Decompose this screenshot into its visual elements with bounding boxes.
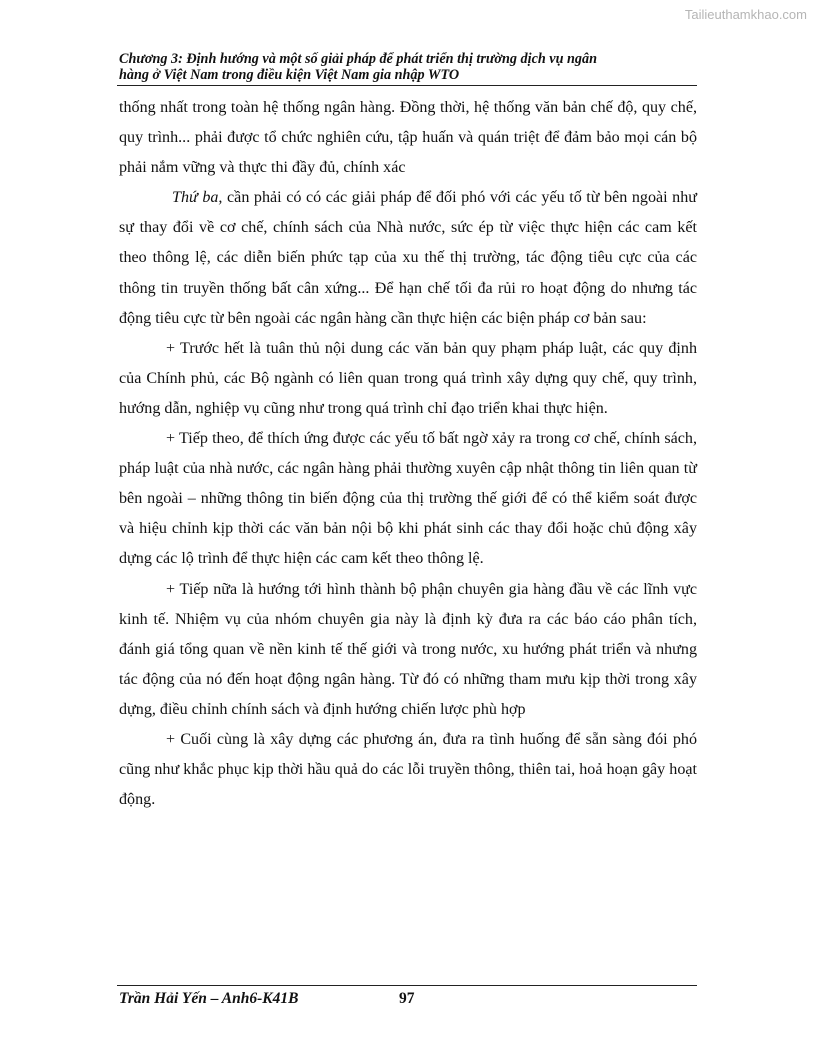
header-line-1: Chương 3: Định hướng và một số giải pháp để phát triển thị trường dịch vụ ngân	[119, 51, 598, 67]
page-footer	[119, 990, 699, 1008]
watermark-text: Tailieuthamkhao.com	[684, 7, 807, 22]
paragraph-3: + Trước hết là tuân thủ nội dung các văn bản quy phạm pháp luật, các quy định của Chính phủ, các Bộ ngành có liên quan trong quá trình xây dựng quy chế, quy trình, hướng dẫn, nghiệp vụ cũng như trong quá trình chỉ đạo triển khai thực hiện.	[119, 339, 697, 417]
paragraph-2-text: cần phải có có các giải pháp để đối phó với các yếu tố từ bên ngoài như sự thay đổi về cơ chế, chính sách của Nhà nước, sức ép từ việc thực hiện các cam kết theo thông lệ, các diễn biến phức tạp của xu thế thị trường, tác động tiêu cực của các thông tin truyền thống bất cân xứng... Để hạn chế tối đa rủi ro hoạt động do nhưng tác động tiêu cực từ bên ngoài các ngân hàng cần thực hiện các biện pháp cơ bản sau:	[119, 189, 697, 327]
header-line-2: hàng ở Việt Nam trong điều kiện Việt Nam gia nhập WTO	[119, 67, 460, 83]
header-divider	[117, 85, 697, 86]
paragraph-2-lead: Thứ ba,	[172, 189, 223, 207]
paragraph-2	[119, 183, 697, 333]
paragraph-4: + Tiếp theo, để thích ứng được các yếu tố bất ngờ xảy ra trong cơ chế, chính sách, pháp luật của nhà nước, các ngân hàng phải thường xuyên cập nhật thông tin liên quan từ bên ngoài – những thông tin biến động của thị trường thế giới để có thể kiểm soát được và hiệu chỉnh kịp thời các văn bản nội bộ khi phát sinh các thay đổi hoặc chủ động xây dựng các lộ trình để thực hiện các cam kết theo thông lệ.	[119, 430, 697, 568]
paragraph-1: thống nhất trong toàn hệ thống ngân hàng. Đồng thời, hệ thống văn bản chế độ, quy chế, quy trình... phải được tổ chức nghiên cứu, tập huấn và quán triệt để đảm bảo mọi cán bộ phải nắm vững và thực thi đầy đủ, chính xác	[119, 99, 697, 177]
document-body	[119, 93, 697, 815]
paragraph-6: + Cuối cùng là xây dựng các phương án, đưa ra tình huống để sẵn sàng đói phó cũng như khắc phục kịp thời hầu quả do các lỗi truyền thông, thiên tai, hoả hoạn gây hoạt động.	[119, 730, 697, 809]
footer-divider	[117, 985, 697, 986]
page-header	[119, 51, 699, 83]
paragraph-5: + Tiếp nữa là hướng tới hình thành bộ phận chuyên gia hàng đầu về các lĩnh vực kinh tế. Nhiệm vụ của nhóm chuyên gia này là định kỳ đưa ra các báo cáo phân tích, đánh giá tổng quan về nền kinh tế thế giới và trong nước, xu hướng phát triển và nhưng tác động của nó đến hoạt động ngân hàng. Từ đó có những tham mưu kịp thời trong xây dựng, điều chỉnh chính sách và định hướng chiến lược phù hợp	[119, 580, 697, 718]
footer-author: Trần Hải Yến – Anh6-K41B	[119, 990, 299, 1007]
page-number: 97	[399, 990, 415, 1007]
